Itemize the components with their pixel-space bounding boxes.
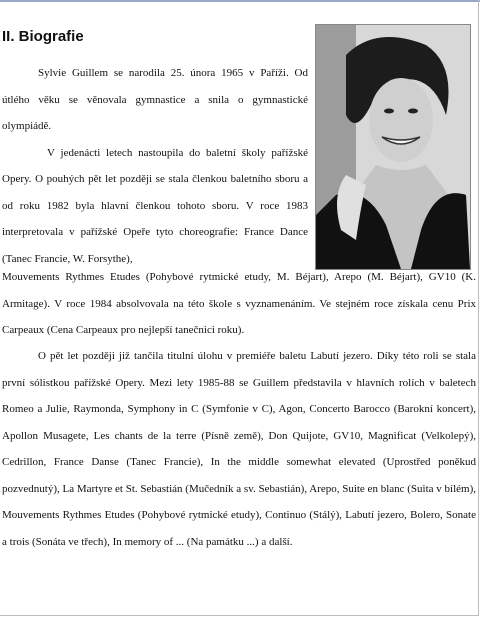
- section-heading: II. Biografie: [2, 28, 84, 45]
- paragraph-career: O pět let později již tančila titulní úlohu v premiéře baletu Labutí jezero. Díky této roli se stala první sólistkou pařížské Opery. Mezi lety 1985-88 se Guillem představila v hlavních rolích v baletech Romeo a Julie, Raymonda, Symphony in C (Symfonie v C), Agon, Concerto Barocco (Barokní koncert), Apollon Musagete, Les chants de la terre (Písně země), Don Quijote, GV10, Magnificat (Velkolepý), Cedrillon, France Danse (Tanec Francie), In the middle somewhat elevated (Uprostřed poněkud pozvednutý), La Martyre et St. Sebastián (Mučedník a sv. Sebastián), Arepo, Suite en blanc (Suita v bílém), Mouvements Rythmes Etudes (Pohybové rytmické etudy), Continuo (Stálý), Labutí jezero, Bolero, Sonate a trois (Sonáta ve třech), In memory of ... (Na památku ...) a další.: [2, 350, 477, 548]
- portrait-image: [316, 25, 470, 269]
- portrait-photo: [315, 24, 471, 270]
- paragraph-school-continued: Mouvements Rythmes Etudes (Pohybové rytmické etudy, M. Béjart), Arepo (M. Béjart), GV10 (K. Armitage). V roce 1984 absolvovala na této škole s vyznamenáním. Ve stejném roce získala cenu Prix Carpeaux (Cena Carpeaux pro nejlepší tanečnici roku).: [2, 271, 476, 336]
- paragraph-birth: Sylvie Guillem se narodila 25. února 1965 v Paříži. Od útlého věku se věnovala gymnastice a snila o gymnastické olympiádě.: [2, 67, 308, 132]
- biography-intro: [2, 60, 308, 272]
- paragraph-school: V jedenácti letech nastoupila do baletní školy pařížské Opery. O pouhých pět let později se stala členkou baletního sboru a od roku 1982 byla hlavní členkou tohoto sboru. V roce 1983 interpretovala v pařížské Opeře tyto choreografie: France Dance (Tanec Francie, W. Forsythe),: [2, 146, 308, 265]
